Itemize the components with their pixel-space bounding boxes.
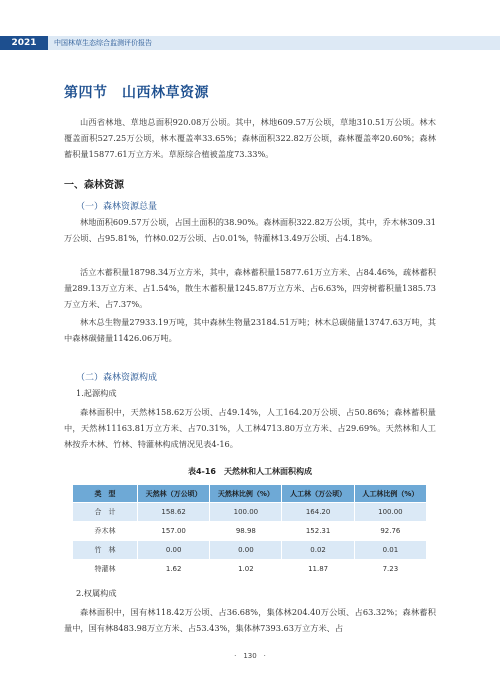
table-cell: 特灌林 xyxy=(73,560,138,579)
table-row xyxy=(73,503,427,522)
table-cell: 1.62 xyxy=(138,560,210,579)
paragraph-stock-volume: 活立木蓄积量18798.34万立方米，其中，森林蓄积量15877.61万立方米、占84.46%，疏林蓄积量289.13万立方米、占1.54%，散生木蓄积量1245.87万立方米、占6.63%，四旁树蓄积量1385.73万立方米、占7.37%。 xyxy=(64,267,436,309)
col-header-natural-area: 天然林（万公顷） xyxy=(138,485,210,503)
table-cell: 100.00 xyxy=(354,503,426,522)
header-title: 中国林草生态综合监测评价报告 xyxy=(54,39,152,47)
page-number: · 130 · xyxy=(234,652,266,660)
heading-origin: 1.起源构成 xyxy=(76,388,117,398)
table-row xyxy=(73,522,427,541)
table-cell: 7.23 xyxy=(354,560,426,579)
heading-forest-composition: （二）森林资源构成 xyxy=(76,373,158,383)
table-row xyxy=(73,541,427,560)
col-header-natural-ratio: 天然林比例（%） xyxy=(210,485,282,503)
table-header-row xyxy=(73,485,427,503)
table-cell: 0.01 xyxy=(354,541,426,560)
table-cell: 92.76 xyxy=(354,522,426,541)
table-cell: 98.98 xyxy=(210,522,282,541)
table-row xyxy=(73,560,427,579)
heading-forest-resources: 一、森林资源 xyxy=(64,180,124,191)
paragraph-forest-area: 林地面积609.57万公顷，占国土面积的38.90%。森林面积322.82万公顷，其中，乔木林309.31万公顷、占95.81%，竹林0.02万公顷、占0.01%，特灌林13.49万公顷、占4.18%。 xyxy=(64,217,436,243)
table-cell: 0.02 xyxy=(282,541,354,560)
table-cell: 11.87 xyxy=(282,560,354,579)
table-cell: 竹 林 xyxy=(73,541,138,560)
col-header-planted-ratio: 人工林比例（%） xyxy=(354,485,426,503)
col-header-planted-area: 人工林（万公顷） xyxy=(282,485,354,503)
table-cell: 164.20 xyxy=(282,503,354,522)
table-caption: 表4-16 天然林和人工林面积构成 xyxy=(187,467,313,476)
page-header xyxy=(0,36,500,50)
header-year: 2021 xyxy=(0,36,48,50)
table-cell: 0.00 xyxy=(210,541,282,560)
table-cell: 1.02 xyxy=(210,560,282,579)
paragraph-ownership: 森林面积中，国有林118.42万公顷、占36.68%，集体林204.40万公顷、占63.32%；森林蓄积量中，国有林8483.98万立方米、占53.43%，集体林7393.63万立方米、占 xyxy=(64,607,436,633)
area-composition-table xyxy=(72,484,427,579)
col-header-type: 类 型 xyxy=(73,485,138,503)
table-cell: 乔木林 xyxy=(73,522,138,541)
heading-forest-total: （一）森林资源总量 xyxy=(76,202,158,212)
table-cell: 0.00 xyxy=(138,541,210,560)
paragraph-biomass: 林木总生物量27933.19万吨，其中森林生物量23184.51万吨；林木总碳储量13747.63万吨，其中森林碳储量11426.06万吨。 xyxy=(64,317,436,343)
table-cell: 合 计 xyxy=(73,503,138,522)
paragraph-origin: 森林面积中，天然林158.62万公顷、占49.14%，人工164.20万公顷、占50.86%；森林蓄积量中，天然林11163.81万立方米、占70.31%，人工林4713.80万立方米、占29.69%。天然林和人工林按乔木林、竹林、特灌林构成情况见表4-16。 xyxy=(64,407,436,449)
table-cell: 157.00 xyxy=(138,522,210,541)
intro-paragraph: 山西省林地、草地总面积920.08万公顷。其中，林地609.57万公顷，草地310.51万公顷。林木覆盖面积527.25万公顷，林木覆盖率33.65%；森林面积322.82万公顷，森林覆盖率20.60%；森林蓄积量15877.61万立方米。草原综合植被盖度73.33%。 xyxy=(64,117,436,159)
heading-ownership: 2.权属构成 xyxy=(76,588,117,598)
table-cell: 152.31 xyxy=(282,522,354,541)
table-cell: 158.62 xyxy=(138,503,210,522)
section-title: 第四节 山西林草资源 xyxy=(64,85,209,101)
table-cell: 100.00 xyxy=(210,503,282,522)
